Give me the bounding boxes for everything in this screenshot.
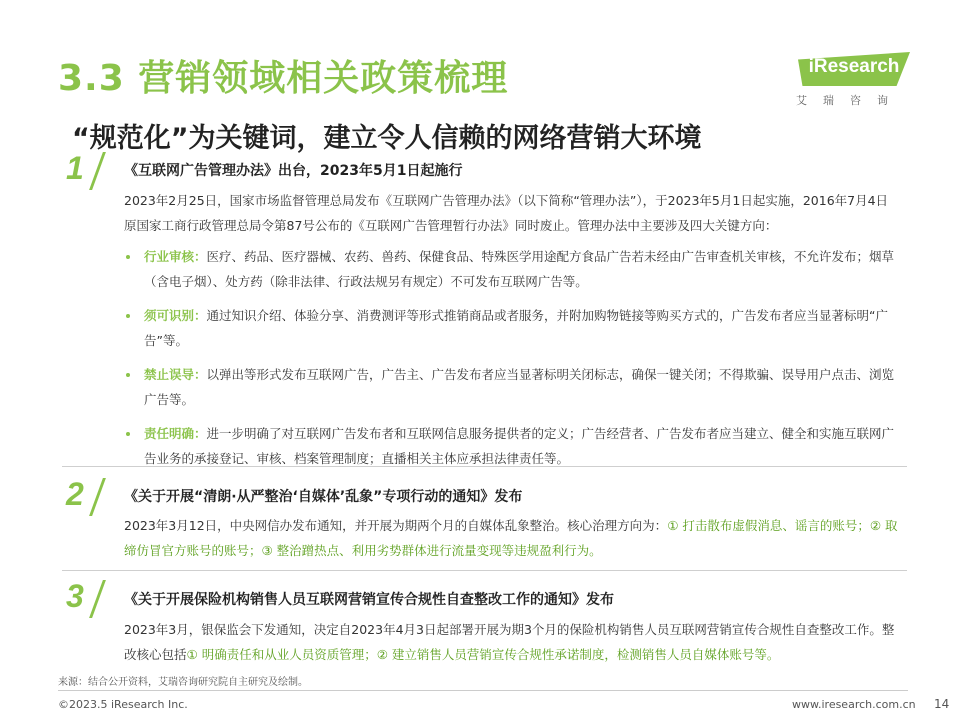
section-divider — [62, 570, 907, 571]
bullet-keyword: 须可识别： — [144, 308, 207, 323]
bullet-dot-icon — [126, 255, 130, 259]
bullet-keyword: 责任明确： — [144, 426, 207, 441]
bullet-text: 以弹出等形式发布互联网广告，广告主、广告发布者应当显著标明关闭标志，确保一键关闭；不得欺骗、误导用户点击、浏览广告等。 — [144, 367, 895, 407]
list-item — [124, 244, 899, 294]
section-number-2: 2 — [66, 476, 84, 512]
bullet-dot-icon — [126, 432, 130, 436]
section-number-3: 3 — [66, 578, 84, 614]
bullet-text: 医疗、药品、医疗器械、农药、兽药、保健食品、特殊医学用途配方食品广告若未经由广告审查机关审核，不允许发布；烟草（含电子烟）、处方药（除非法律、行政法规另有规定）不可发布互联网广告等。 — [144, 249, 895, 289]
section-body-3 — [124, 617, 899, 667]
bullet-keyword: 禁止误导： — [144, 367, 207, 382]
section-text: 2023年3月12日，中央网信办发布通知，并开展为期两个月的自媒体乱象整治。核心治理方向为： — [124, 518, 668, 533]
section-heading-2: 《关于开展“清朗·从严整治‘自媒体’乱象”专项行动的通知》发布 — [124, 489, 523, 505]
logo-wordmark: iResearch — [808, 56, 900, 77]
section-number-1: 1 — [66, 150, 84, 186]
page-number: 14 — [934, 697, 950, 711]
section-heading-1: 《互联网广告管理办法》出台，2023年5月1日起施行 — [124, 163, 463, 179]
section-text: 2023年3月，银保监会下发通知，决定自2023年4月3日起部署开展为期3个月的保险机构销售人员互联网营销宣传合规性自查整改工作。整改核心包括 — [124, 622, 895, 662]
list-item — [124, 362, 899, 412]
source-note: 来源：结合公开资料，艾瑞咨询研究院自主研究及绘制。 — [58, 677, 308, 688]
section-heading-3: 《关于开展保险机构销售人员互联网营销宣传合规性自查整改工作的通知》发布 — [124, 592, 614, 608]
section-divider — [62, 466, 907, 467]
section-highlight: ① 打击散布虚假消息、谣言的账号；② 取缔仿冒官方账号的账号；③ 整治蹭热点、利用劣势群体进行流量变现等违规盈利行为。 — [124, 518, 898, 558]
section-highlight: ① 明确责任和从业人员资质管理；② 建立销售人员营销宣传合规性承诺制度，检测销售人员自媒体账号等。 — [186, 647, 780, 662]
footer-divider — [58, 690, 908, 691]
logo-chinese: 艾瑞咨询 — [796, 94, 904, 107]
list-item — [124, 421, 899, 471]
bullet-dot-icon — [126, 314, 130, 318]
iresearch-logo — [790, 52, 920, 108]
list-item — [124, 303, 899, 353]
footer-url: www.iresearch.com.cn — [792, 698, 916, 711]
bullet-text: 进一步明确了对互联网广告发布者和互联网信息服务提供者的定义；广告经营者、广告发布者应当建立、健全和实施互联网广告业务的承接登记、审核、档案管理制度；直播相关主体应承担法律责任等。 — [144, 426, 895, 466]
key-directions-list — [124, 244, 899, 480]
bullet-keyword: 行业审核： — [144, 249, 207, 264]
page-subtitle: “规范化”为关键词，建立令人信赖的网络营销大环境 — [72, 123, 702, 154]
section-body-2 — [124, 513, 899, 563]
section-intro-1: 2023年2月25日，国家市场监督管理总局发布《互联网广告管理办法》（以下简称“管理办法”），于2023年5月1日起实施，2016年7月4日原国家工商行政管理总局令第87号公布的《互联网广告管理暂行办法》同时废止。管理办法中主要涉及四大关键方向： — [124, 193, 889, 233]
copyright: ©2023.5 iResearch Inc. — [58, 698, 188, 711]
page-title: 3.3 营销领域相关政策梳理 — [58, 58, 509, 99]
bullet-text: 通过知识介绍、体验分享、消费测评等形式推销商品或者服务，并附加购物链接等购买方式的，广告发布者应当显著标明“广告”等。 — [144, 308, 888, 348]
bullet-dot-icon — [126, 373, 130, 377]
